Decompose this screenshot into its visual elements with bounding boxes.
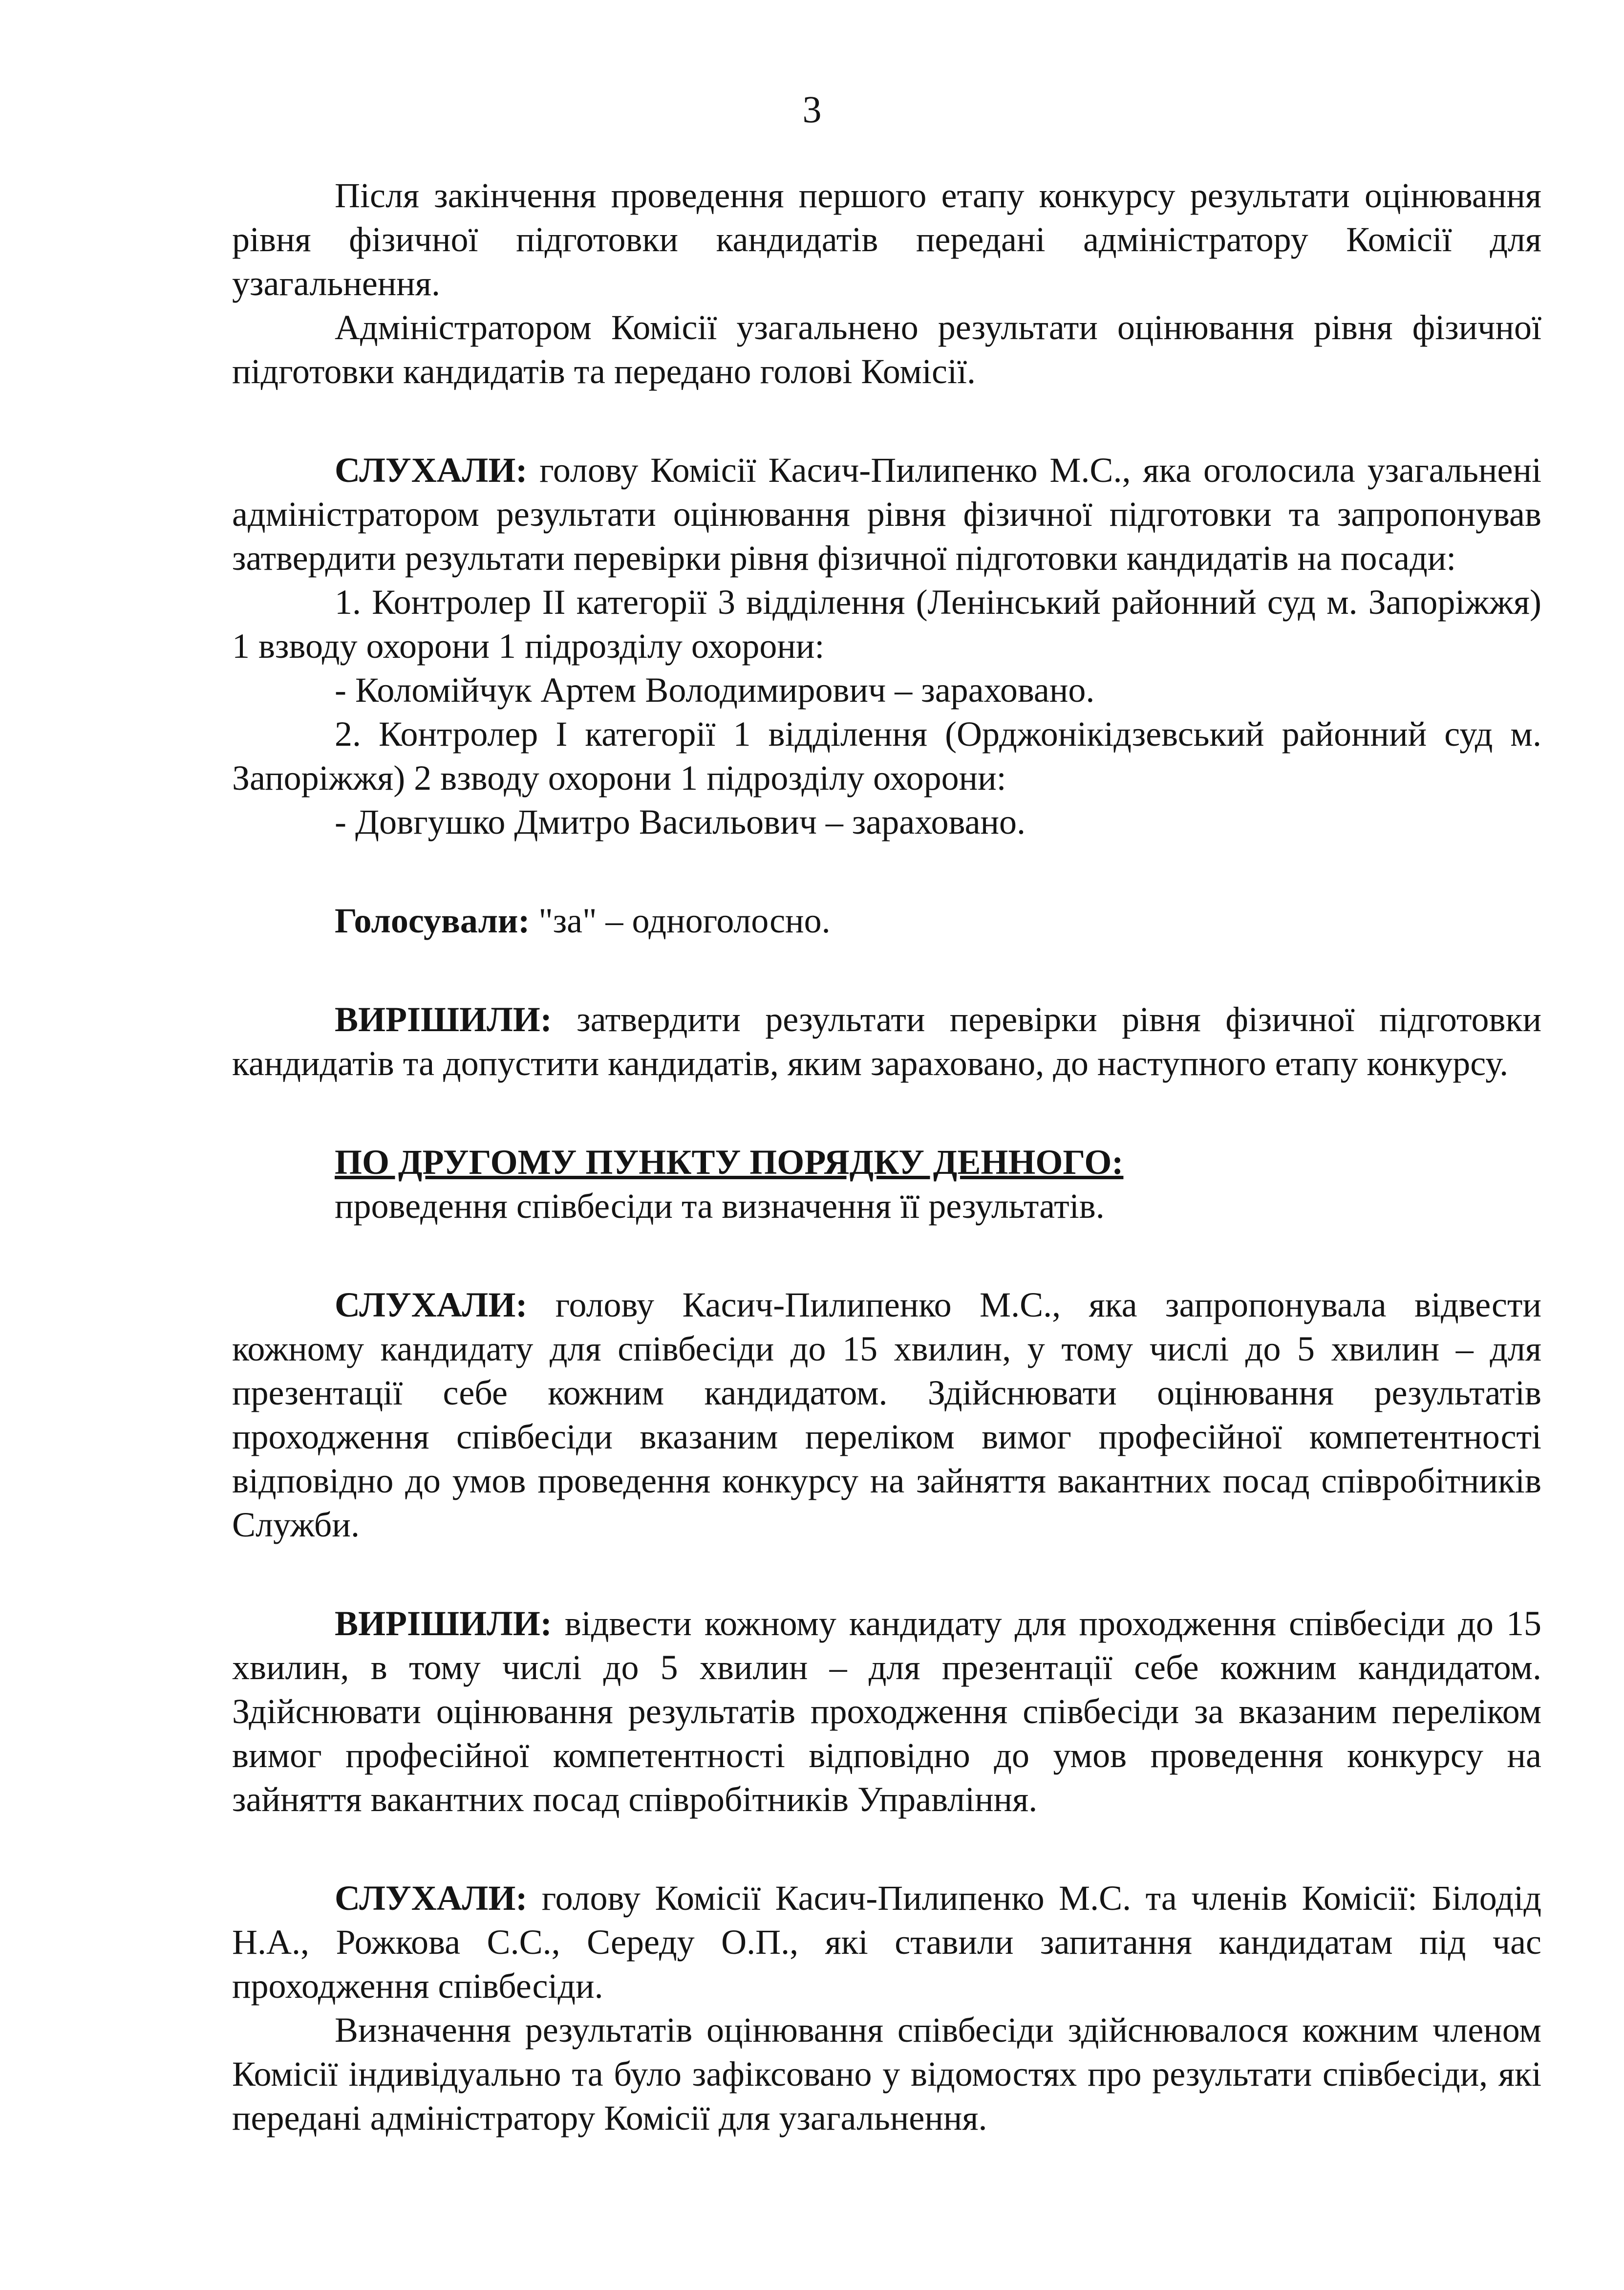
vote-label: Голосували: — [335, 901, 530, 940]
decided-text: затвердити результати перевірки рівня фізичної підготовки кандидатів та допустити кандидатів, яким зараховано, до наступного етапу конкурсу. — [232, 1000, 1541, 1083]
vote-paragraph — [232, 899, 1541, 943]
heard-text: голову Комісії Касич-Пилипенко М.С. та членів Комісії: Білодід Н.А., Рожкова С.С., Середу О.П., які ставили запитання кандидатам під час проходження співбесіди. — [232, 1879, 1541, 2006]
decided-paragraph-1 — [232, 997, 1541, 1085]
heard-text: голову Комісії Касич-Пилипенко М.С., яка оголосила узагальнені адміністратором результати оцінювання рівня фізичної підготовки та запропонував затвердити результати перевірки рівня фізичної підготовки кандидатів на посади: — [232, 451, 1541, 578]
decided-label: ВИРІШИЛИ: — [335, 1604, 552, 1643]
paragraph-administrator-summary: Адміністратором Комісії узагальнено результати оцінювання рівня фізичної підготовки кандидатів та передано голові Комісії. — [232, 308, 1541, 391]
decided-paragraph-2 — [232, 1601, 1541, 1821]
paragraph-interview-results: Визначення результатів оцінювання співбесіди здійснювалося кожним членом Комісії індивідуально та було зафіксовано у відомостях про результати співбесіди, які передані адміністратору Комісії для узагальнення. — [232, 2010, 1541, 2138]
page-number: 3 — [802, 88, 822, 130]
heard-paragraph-3 — [232, 1876, 1541, 2008]
heard-paragraph-2 — [232, 1283, 1541, 1547]
heard-paragraph-1 — [232, 448, 1541, 580]
decided-label: ВИРІШИЛИ: — [335, 1000, 552, 1039]
position-item-1: 1. Контролер ІІ категорії 3 відділення (Ленінський районний суд м. Запоріжжя) 1 взводу охорони 1 підрозділу охорони: — [232, 583, 1541, 666]
heard-label: СЛУХАЛИ: — [335, 1879, 528, 1918]
candidate-2: - Довгушко Дмитро Васильович – зараховано. — [335, 802, 1026, 842]
paragraph-first-stage-results: Після закінчення проведення першого етапу конкурсу результати оцінювання рівня фізичної підготовки кандидатів передані адміністратору Комісії для узагальнення. — [232, 176, 1541, 303]
decided-text: відвести кожному кандидату для проходження співбесіди до 15 хвилин, в тому числі до 5 хвилин – для презентації себе кожним кандидатом. Здійснювати оцінювання результатів проходження співбесіди за вказаним переліком вимог професійної компетентності відповідно до умов проведення конкурсу на зайняття вакантних посад співробітників Управління. — [232, 1604, 1541, 1819]
heard-label: СЛУХАЛИ: — [335, 1285, 528, 1324]
heard-text: голову Касич-Пилипенко М.С., яка запропонувала відвести кожному кандидату для співбесіди до 15 хвилин, у тому числі до 5 хвилин – для презентації себе кожним кандидатом. Здійснювати оцінювання результатів проходження співбесіди вказаним переліком вимог професійної компетентності відповідно до умов проведення конкурсу на зайняття вакантних посад співробітників Служби. — [232, 1285, 1541, 1544]
section-2-subtitle: проведення співбесіди та визначення її результатів. — [335, 1187, 1105, 1226]
section-2-heading — [232, 1140, 1541, 1184]
section-2-heading-text: ПО ДРУГОМУ ПУНКТУ ПОРЯДКУ ДЕННОГО: — [335, 1143, 1124, 1182]
document-body — [232, 173, 1541, 2140]
position-item-2: 2. Контролер І категорії 1 відділення (Орджонікідзевський районний суд м. Запоріжжя) 2 взводу охорони 1 підрозділу охорони: — [232, 714, 1541, 798]
heard-label: СЛУХАЛИ: — [335, 451, 528, 490]
candidate-1: - Коломійчук Артем Володимирович – зараховано. — [335, 670, 1095, 710]
vote-text: "за" – одноголосно. — [530, 901, 831, 940]
